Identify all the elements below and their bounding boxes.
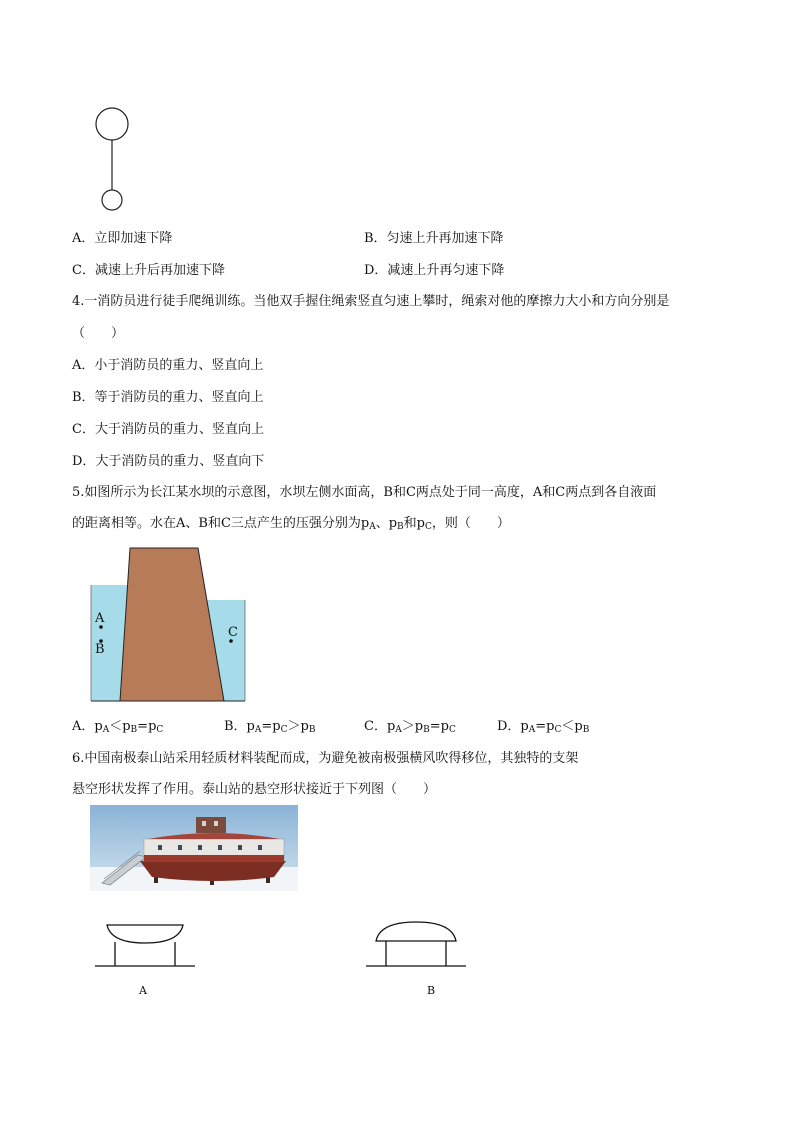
q5-dam-figure: [90, 547, 246, 703]
q5-label-c: C: [228, 625, 238, 640]
q3-option-a: A．立即加速下降: [72, 231, 173, 246]
q4-option-b: B．等于消防员的重力、竖直向上: [72, 390, 264, 405]
q3-option-c: C．减速上升后再加速下降: [72, 263, 225, 278]
q5-stem-line2: 的距离相等。水在A、B和C三点产生的压强分别为$p_A$、$p_B$和$p_C$，则（ ）: [72, 516, 510, 532]
q5-option-b: B．$p_A=p_C>p_B$: [224, 719, 316, 735]
q6-figure-a-label: A: [139, 984, 147, 997]
q4-blank: （ ）: [72, 326, 125, 341]
q5-stem-line1: 5.如图所示为长江某水坝的示意图，水坝左侧水面高，B和C两点处于同一高度，A和C两点到各自液面: [72, 485, 657, 500]
q4-stem: 4.一消防员进行徒手爬绳训练。当他双手握住绳索竖直匀速上攀时，绳索对他的摩擦力大小和方向分别是: [72, 294, 670, 309]
q5-label-b: B: [95, 642, 105, 657]
q6-figure-a: [95, 922, 195, 972]
q5-option-a: A．$p_A<p_B=p_C$: [72, 719, 164, 735]
q4-option-c: C．大于消防员的重力、竖直向上: [72, 422, 264, 437]
q3-option-d: D．减速上升再匀速下降: [364, 263, 505, 278]
taishan-station-photo: [90, 805, 298, 891]
q5-dam: [120, 548, 224, 701]
q6-figure-b: [366, 922, 466, 972]
q4-option-d: D．大于消防员的重力、竖直向下: [72, 454, 265, 469]
q3-pendulum-figure: [90, 100, 140, 215]
q3-option-b: B．匀速上升再加速下降: [364, 231, 504, 246]
q3-lower-ball: [102, 190, 122, 210]
q3-upper-ball: [96, 108, 128, 140]
q5-option-c: C．$p_A>p_B=p_C$: [364, 719, 456, 735]
q6-figure-b-label: B: [427, 984, 436, 997]
q5-option-d: D．$p_A=p_C<p_B$: [497, 719, 590, 735]
q5-label-a: A: [95, 611, 105, 626]
q4-option-a: A．小于消防员的重力、竖直向上: [72, 358, 264, 373]
q6-stem-line1: 6.中国南极泰山站采用轻质材料装配而成，为避免被南极强横风吹得移位，其独特的支架: [72, 751, 579, 766]
q6-stem-line2: 悬空形状发挥了作用。泰山站的悬空形状接近于下列图（ ）: [72, 782, 437, 797]
